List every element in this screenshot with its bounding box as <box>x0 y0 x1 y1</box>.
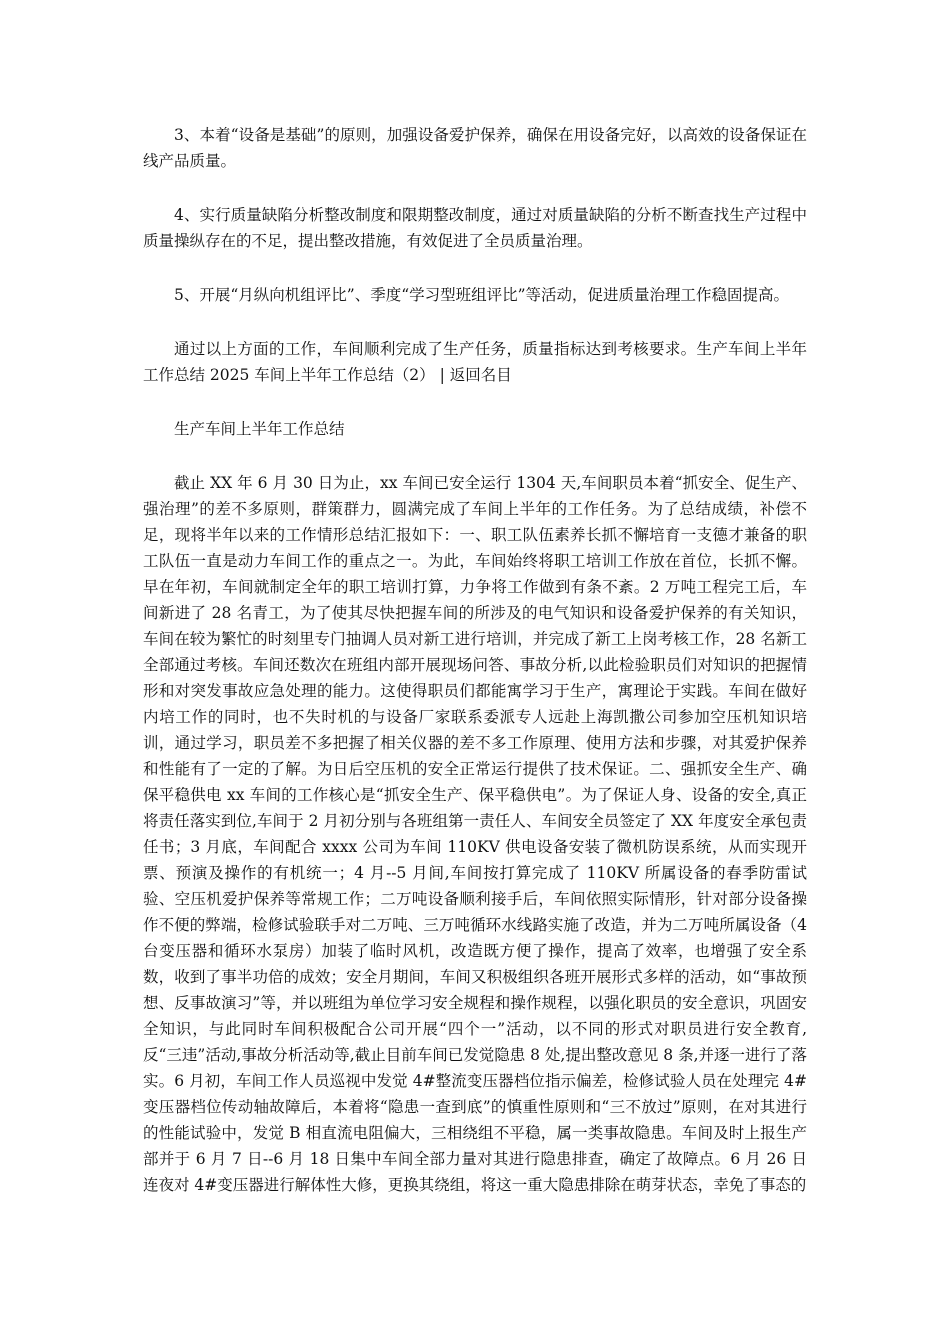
paragraph-conclusion: 通过以上方面的工作，车间顺利完成了生产任务，质量指标达到考核要求。生产车间上半年工作总结 2025 车间上半年工作总结（2） | 返回名目 <box>143 340 807 384</box>
section-title: 生产车间上半年工作总结 <box>174 420 345 438</box>
paragraph-3: 3、本着“设备是基础”的原则，加强设备爱护保养，确保在用设备完好，以高效的设备保证在线产品质量。 <box>143 126 807 170</box>
document-body <box>143 122 807 1198</box>
paragraph-5: 5、开展“月纵向机组评比”、季度“学习型班组评比”等活动，促进质量治理工作稳固提高。 <box>174 286 790 304</box>
body-paragraph: 截止 XX 年 6 月 30 日为止，xx 车间已安全运行 1304 天,车间职员本着“抓安全、促生产、强治理”的差不多原则，群策群力，圆满完成了车间上半年的工作任务。为了总结成绩，补偿不足，现将半年以来的工作情形总结汇报如下：一、职工队伍素养长抓不懈培育一支德才兼备的职工队伍一直是动力车间工作的重点之一。为此，车间始终将职工培训工作放在首位，长抓不懈。早在年初，车间就制定全年的职工培训打算，力争将工作做到有条不紊。2 万吨工程完工后，车间新进了 28 名青工，为了使其尽快把握车间的所涉及的电气知识和设备爱护保养的有关知识，车间在较为繁忙的时刻里专门抽调人员对新工进行培训，并完成了新工上岗考核工作，28 名新工全部通过考核。车间还数次在班组内部开展现场问答、事故分析,以此检验职员们对知识的把握情形和对突发事故应急处理的能力。这使得职员们都能寓学习于生产，寓理论于实践。车间在做好内培工作的同时，也不失时机的与设备厂家联系委派专人远赴上海凯撒公司参加空压机知识培训，通过学习，职员差不多把握了相关仪器的差不多工作原理、使用方法和步骤，对其爱护保养和性能有了一定的了解。为日后空压机的安全正常运行提供了技术保证。二、强抓安全生产、确保平稳供电 xx 车间的工作核心是“抓安全生产、保平稳供电”。为了保证人身、设备的安全,真正将责任落实到位,车间于 2 月初分别与各班组第一责任人、车间安全员签定了 XX 年度安全承包责任书；3 月底，车间配合 xxxx 公司为车间 110KV 供电设备安装了微机防误系统，从而实现开票、预演及操作的有机统一；4 月--5 月间,车间按打算完成了 110KV 所属设备的春季防雷试验、空压机爱护保养等常规工作；二万吨设备顺利接手后，车间依照实际情形，针对部分设备操作不便的弊端，检修试验联手对二万吨、三万吨循环水线路实施了改造，并为二万吨所属设备（4 台变压器和循环水泵房）加装了临时风机，改造既方便了操作，提高了效率，也增强了安全系数，收到了事半功倍的成效；安全月期间，车间又积极组织各班开展形式多样的活动，如“事故预想、反事故演习”等，并以班组为单位学习安全规程和操作规程，以强化职员的安全意识，巩固安全知识，与此同时车间积极配合公司开展“四个一”活动，以不同的形式对职员进行安全教育,反“三违”活动,事故分析活动等,截止目前车间已发觉隐患 8 处,提出整改意见 8 条,并逐一进行了落实。6 月初，车间工作人员巡视中发觉 4#整流变压器档位指示偏差，检修试验人员在处理完 4#变压器档位传动轴故障后，本着将“隐患一查到底”的慎重性原则和“三不放过”原则，在对其进行的性能试验中，发觉 B 相直流电阻偏大，三相绕组不平稳，属一类事故隐患。车间及时上报生产部并于 6 月 7 日--6 月 18 日集中车间全部力量对其进行隐患排查，确定了故障点。6 月 26 日连夜对 4#变压器进行解体性大修，更换其绕组，将这一重大隐患排除在萌芽状态，幸免了事态的 <box>143 474 807 1194</box>
paragraph-4: 4、实行质量缺陷分析整改制度和限期整改制度，通过对质量缺陷的分析不断查找生产过程中质量操纵存在的不足，提出整改措施，有效促进了全员质量治理。 <box>143 206 807 250</box>
